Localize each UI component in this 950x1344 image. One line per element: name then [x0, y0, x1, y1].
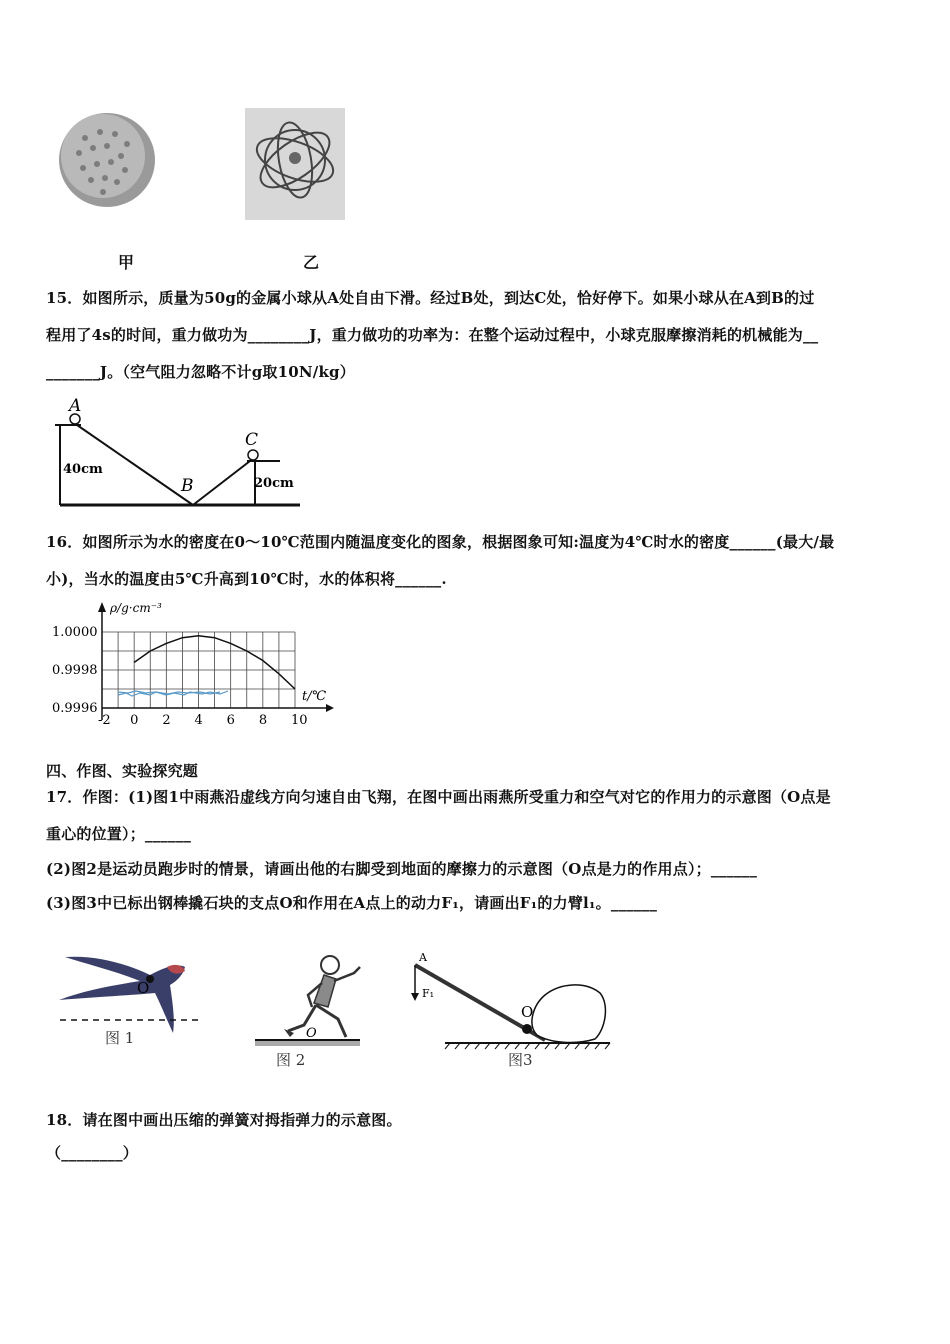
slope-figure	[55, 395, 305, 510]
q15-line3: _______J。（空气阻力忽略不计g取10N/kg）	[46, 363, 355, 381]
y-tick-label: 1.0000	[52, 625, 98, 640]
fig3-a-label: A	[419, 951, 427, 964]
fig3-label: 图3	[508, 1051, 533, 1069]
atom-model-figure	[245, 108, 345, 220]
q17-line1: 17．作图：(1)图1中雨燕沿虚线方向匀速自由飞翔，在图中画出雨燕所受重力和空气对它的作用力的示意图（O点是	[46, 788, 831, 806]
runner-figure	[250, 945, 370, 1075]
q17-line2: 重心的位置）；______	[46, 825, 192, 843]
q17-line3: (2)图2是运动员跑步时的情景，请画出他的右脚受到地面的摩擦力的示意图（O点是力的作用点）；______	[46, 860, 758, 878]
q16-line1: 16．如图所示为水的密度在0～10℃范围内随温度变化的图象，根据图象可知:温度为4℃时水的密度______(最大/最	[46, 533, 835, 551]
x-tick-label: 6	[226, 713, 235, 728]
swallow-figure	[55, 945, 205, 1050]
point-b-label: B	[181, 476, 194, 496]
x-tick-label: 10	[291, 713, 308, 728]
fig3-o-label: O	[521, 1003, 534, 1021]
fig2-point-label: O	[306, 1026, 317, 1041]
figure-caption-jia: 甲	[118, 253, 135, 272]
x-tick-label: 4	[194, 713, 203, 728]
chart-y-label: ρ/g·cm⁻³	[110, 601, 162, 615]
y-tick-label: 0.9996	[52, 701, 98, 716]
fig3-f-label: F₁	[422, 987, 435, 1000]
fig1-label: 图 1	[105, 1029, 135, 1047]
x-tick-label: 2	[162, 713, 171, 728]
lever-figure	[405, 945, 620, 1075]
point-a-label: A	[69, 396, 82, 416]
height-c-label: 20cm	[254, 476, 294, 491]
point-c-label: C	[245, 430, 259, 450]
x-tick-label: -2	[98, 713, 111, 728]
fig1-point-label: O	[137, 979, 150, 997]
q15-line1: 15．如图所示，质量为50g的金属小球从A处自由下滑。经过B处，到达C处，恰好停下。如果小球从在A到B的过	[46, 289, 815, 307]
q18-line2: （________）	[46, 1144, 139, 1162]
shower-head-figure	[55, 108, 160, 213]
x-tick-label: 8	[258, 713, 268, 728]
q15-line2: 程用了4s的时间，重力做功为________J，重力做功的功率为：在整个运动过程中，小球克服摩擦消耗的机械能为__	[46, 326, 819, 344]
x-tick-label: 0	[130, 713, 139, 728]
section4-heading: 四、作图、实验探究题	[46, 762, 199, 780]
q16-line2: 小)，当水的温度由5℃升高到10℃时，水的体积将______.	[46, 570, 447, 588]
height-a-label: 40cm	[63, 462, 103, 477]
y-tick-label: 0.9998	[52, 663, 98, 678]
fig2-label: 图 2	[276, 1051, 306, 1069]
density-chart	[50, 600, 340, 730]
q18-line1: 18．请在图中画出压缩的弹簧对拇指弹力的示意图。	[46, 1111, 402, 1129]
figure-caption-yi: 乙	[303, 253, 320, 272]
q17-line4: (3)图3中已标出钢棒撬石块的支点O和作用在A点上的动力F₁，请画出F₁的力臂l₁。______	[46, 894, 658, 912]
chart-x-label: t/℃	[302, 689, 327, 704]
